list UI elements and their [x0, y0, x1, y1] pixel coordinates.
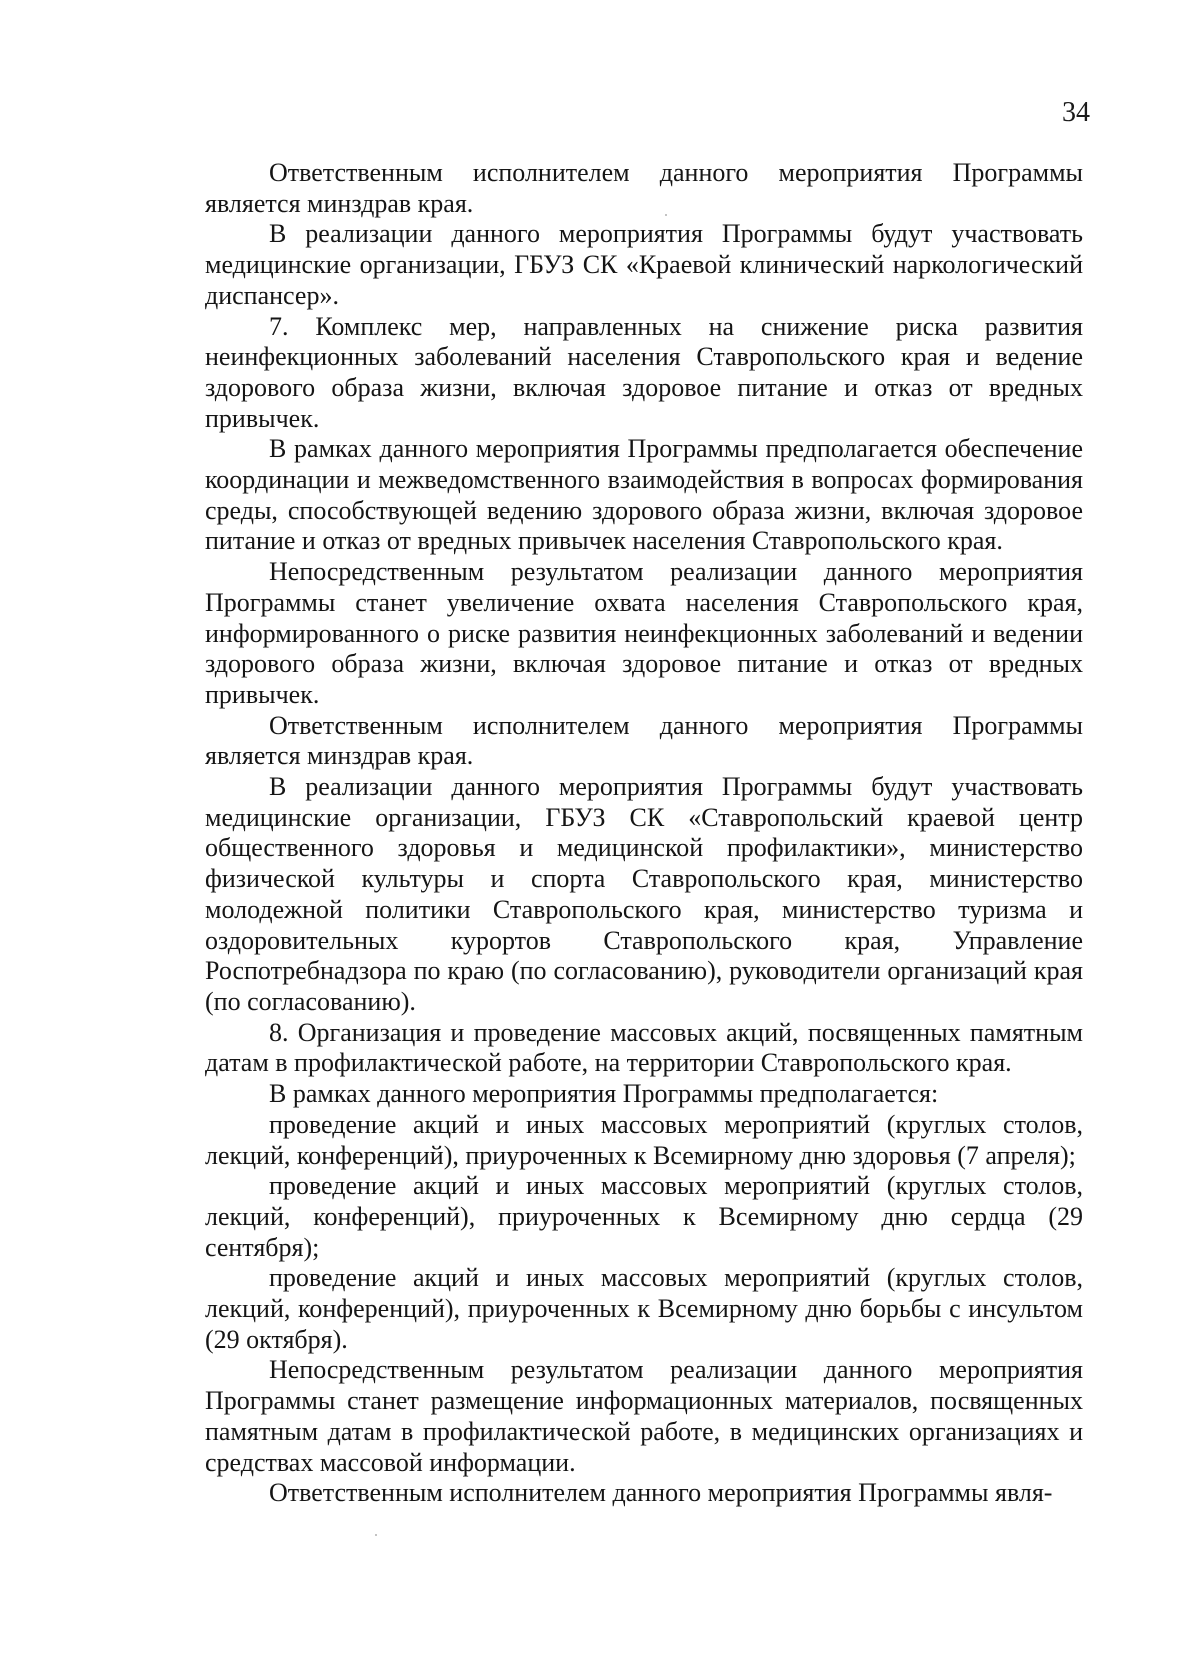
scan-speck [665, 214, 667, 216]
paragraph: Непосредственным результатом реализации данного мероприятия Программы станет размещение информационных материалов, посвященных памятным датам в профилактической работе, в медицинских организациях и средствах массовой информации. [205, 1355, 1083, 1477]
document-body [205, 158, 1083, 1509]
paragraph: проведение акций и иных массовых мероприятий (круглых столов, лекций, конференций), приуроченных к Всемирному дню здоровья (7 апреля); [205, 1109, 1083, 1170]
paragraph: проведение акций и иных массовых мероприятий (круглых столов, лекций, конференций), приуроченных к Всемирному дню сердца (29 сентября); [205, 1171, 1083, 1262]
paragraph: Ответственным исполнителем данного мероприятия Программы является минздрав края. [205, 710, 1083, 771]
paragraph: проведение акций и иных массовых мероприятий (круглых столов, лекций, конференций), приуроченных к Всемирному дню борьбы с инсультом (29 октября). [205, 1263, 1083, 1354]
paragraph: Ответственным исполнителем данного мероприятия Программы является минздрав края. [205, 158, 1083, 218]
paragraph: В рамках данного мероприятия Программы предполагается обеспечение координации и межведомственного взаимодействия в вопросах формирования среды, способствующей ведению здорового образа жизни, включая здоровое питание и отказ от вредных привычек населения Ставропольского края. [205, 434, 1083, 556]
paragraph: В реализации данного мероприятия Программы будут участвовать медицинские организации, ГБУЗ СК «Ставропольский краевой центр общественного здоровья и медицинской профилактики», министерство физической культуры и спорта Ставропольского края, министерство молодежной политики Ставропольского края, министерство туризма и оздоровительных курортов Ставропольского края, Управление Роспотребнадзора по краю (по согласованию), руководители организаций края (по согласованию). [205, 772, 1083, 1016]
paragraph: В рамках данного мероприятия Программы предполагается: [269, 1079, 939, 1109]
paragraph: 7. Комплекс мер, направленных на снижение риска развития неинфекционных заболеваний населения Ставропольского края и ведение здорового образа жизни, включая здоровое питание и отказ от вредных привычек. [205, 311, 1083, 433]
paragraph: Непосредственным результатом реализации данного мероприятия Программы станет увеличение охвата населения Ставропольского края, информированного о риске развития неинфекционных заболеваний и ведении здорового образа жизни, включая здоровое питание и отказ от вредных привычек. [205, 557, 1083, 709]
paragraph: В реализации данного мероприятия Программы будут участвовать медицинские организации, ГБУЗ СК «Краевой клинический наркологический диспансер». [205, 219, 1083, 310]
paragraph: 8. Организация и проведение массовых акций, посвященных памятным датам в профилактической работе, на территории Ставропольского края. [205, 1017, 1083, 1078]
paragraph: Ответственным исполнителем данного мероприятия Программы явля- [269, 1478, 1053, 1508]
scan-speck [375, 1534, 377, 1536]
page-number: 34 [1062, 97, 1090, 128]
